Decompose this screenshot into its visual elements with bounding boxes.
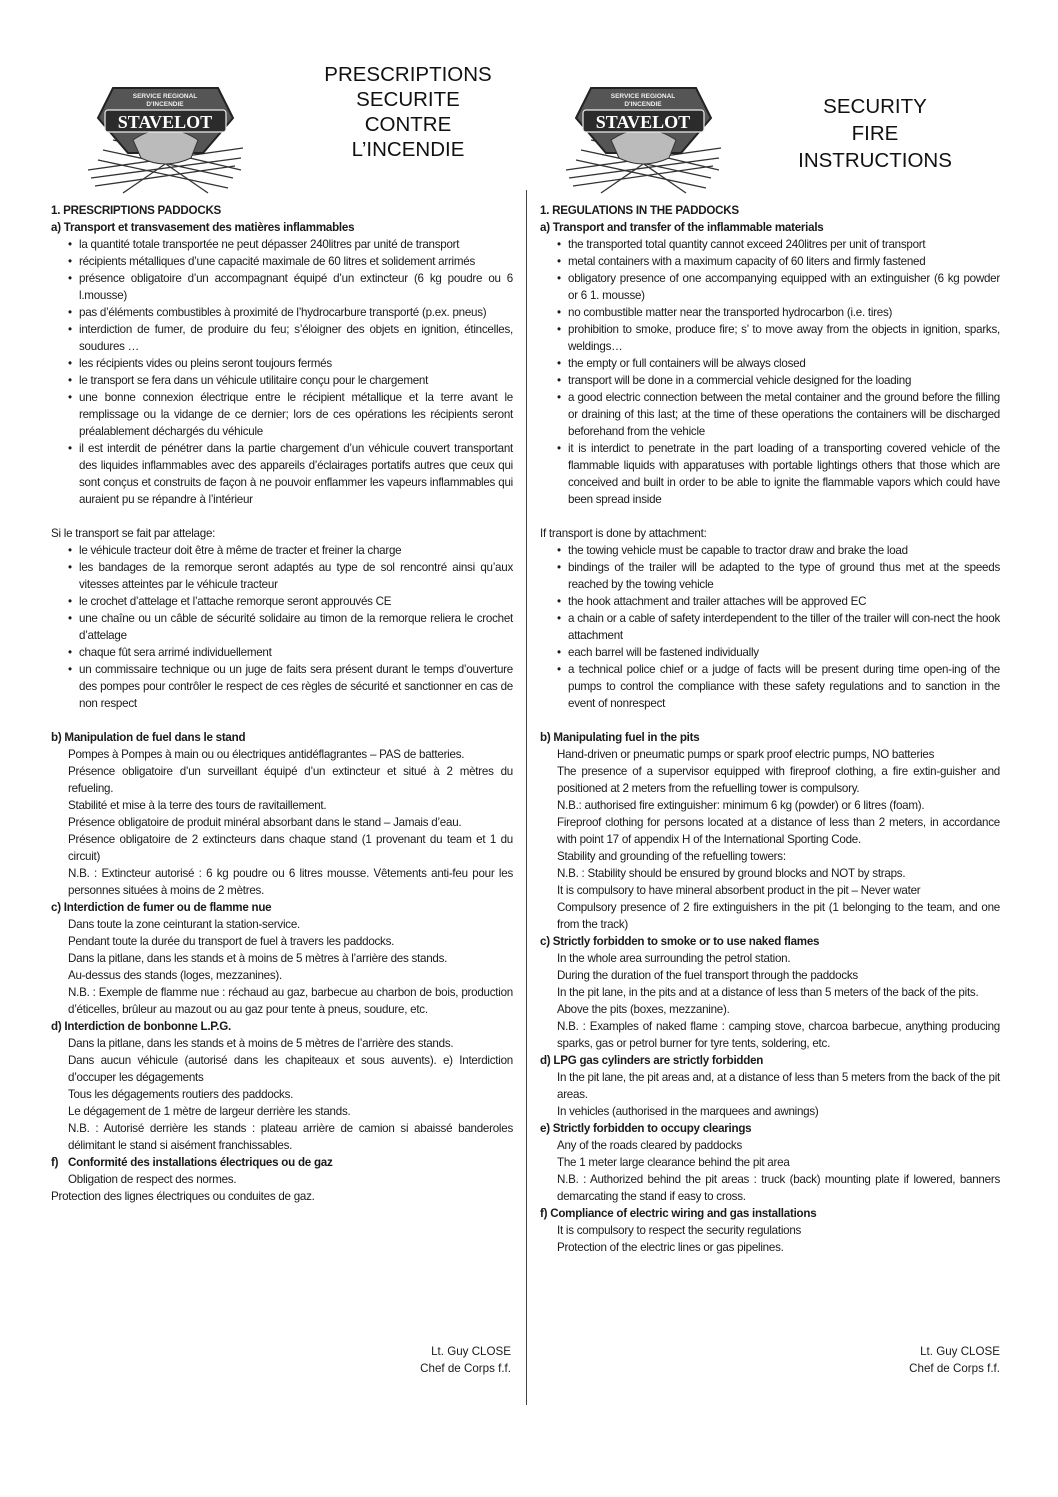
list-item: • les récipients vides ou pleins seront toujours fermés: [68, 355, 513, 372]
signature-role: Chef de Corps f.f.: [909, 1362, 1000, 1375]
title-line: FIRE: [851, 122, 899, 145]
list-item: • un commissaire technique ou un juge de faits sera présent durant le temps d’ouverture des pompes pour contrôler le respect de ces règles de sécurité et sanctionner en cas de non respect: [68, 661, 513, 712]
subsection-f-label: f): [51, 1156, 59, 1169]
paragraph: N.B.: authorised fire extinguisher: minimum 6 kg (powder) or 6 litres (foam).: [557, 799, 925, 812]
list-item: • the empty or full containers will be always closed: [557, 355, 1000, 372]
paragraph: Compulsory presence of 2 fire extinguishers in the pit (1 belonging to the team, and one from the track): [557, 901, 1000, 931]
signature-en: [820, 1343, 1000, 1377]
list-item: • une chaîne ou un câble de sécurité solidaire au timon de la remorque reliera le crochet d’attelage: [68, 610, 513, 644]
paragraph: Présence obligatoire de 2 extincteurs dans chaque stand (1 provenant du team et 1 du circuit): [68, 833, 513, 863]
list-item: • pas d’éléments combustibles à proximité de l’hydrocarbure transporté (p.ex. pneus): [68, 304, 513, 321]
list-item: • prohibition to smoke, produce fire; s’ to move away from the objects in ignition, sparks, weldings…: [557, 321, 1000, 355]
paragraph: Dans aucun véhicule (autorisé dans les chapiteaux et sous auvents). e) Interdiction d’occuper les dégagements: [68, 1054, 513, 1084]
transport-list: [51, 236, 513, 508]
list-item: • obligatory presence of one accompanying equipped with an extinguisher (6 kg powder or 6 1. mousse): [557, 270, 1000, 304]
english-column: [540, 202, 1000, 1256]
list-item: • bindings of the trailer will be adapted to the type of ground thus met at the speeds reached by the towing vehicle: [557, 559, 1000, 593]
section-heading: 1. REGULATIONS IN THE PADDOCKS: [540, 204, 739, 217]
list-item: • it is interdict to penetrate in the part loading of a transporting covered vehicle of the flammable liquids with apparatuses with portable lightings others that those which are conceived and built in order to be able to ignite the flammable vapors which could have been spread inside: [557, 440, 1000, 508]
logo-line1: SERVICE REGIONAL: [610, 93, 676, 100]
list-item: • la quantité totale transportée ne peut dépasser 240litres par unité de transport: [68, 236, 513, 253]
logo-name: STAVELOT: [117, 112, 213, 132]
subsection-d-title: d) LPG gas cylinders are strictly forbidden: [540, 1054, 764, 1067]
paragraph: Pompes à Pompes à main ou ou électriques antidéflagrantes – PAS de batteries.: [68, 748, 465, 761]
list-item: • une bonne connexion électrique entre le récipient métallique et la terre avant le remplissage ou la vidange de ce dernier; lors de ces opérations les récipients seront préalablement déchargés du véhicule: [68, 389, 513, 440]
paragraph: Hand-driven or pneumatic pumps or spark proof electric pumps, NO batteries: [557, 748, 935, 761]
paragraph: Obligation de respect des normes.: [68, 1173, 237, 1186]
subsection-d-title: d) Interdiction de bonbonne L.P.G.: [51, 1020, 231, 1033]
column-divider: [526, 190, 527, 1405]
subsection-f-title: [51, 1154, 513, 1171]
paragraph: Tous les dégagements routiers des paddocks.: [68, 1088, 294, 1101]
list-item: • a technical police chief or a judge of facts will be present during time open-ing of the pumps to control the compliance with these safety regulations and to sanction in the event of nonrespect: [557, 661, 1000, 712]
title-line: SECURITE: [356, 88, 460, 111]
signature-name: Lt. Guy CLOSE: [431, 1345, 511, 1358]
list-item: • a good electric connection between the metal container and the ground before the filling or draining of this last; at the time of these operations the containers will be discharged beforehand from the vehicle: [557, 389, 1000, 440]
paragraph: It is compulsory to have mineral absorbent product in the pit – Never water: [557, 884, 921, 897]
list-item: • the transported total quantity cannot exceed 240litres per unit of transport: [557, 236, 1000, 253]
subsection-e-title: e) Strictly forbidden to occupy clearings: [540, 1122, 752, 1135]
list-item: • le véhicule tracteur doit être à même de tracter et freiner la charge: [68, 542, 513, 559]
title-line: L’INCENDIE: [351, 138, 465, 161]
list-item: • the towing vehicle must be capable to tractor draw and brake the load: [557, 542, 1000, 559]
list-item: • a chain or a cable of safety interdependent to the tiller of the trailer will con-nect the hook attachment: [557, 610, 1000, 644]
paragraph: The presence of a supervisor equipped with fireproof clothing, a fire extin-guisher and positioned at 2 meters from the refuelling tower is compulsory.: [557, 765, 1000, 795]
towing-intro: If transport is done by attachment:: [540, 527, 707, 540]
paragraph: The 1 meter large clearance behind the pit area: [557, 1156, 790, 1169]
list-item: • the hook attachment and trailer attaches will be approved EC: [557, 593, 1000, 610]
paragraph: N.B. : Autorisé derrière les stands : plateau arrière de camion si abaissé banderoles délimitant le stand si aisément franchissables.: [68, 1122, 513, 1152]
list-item: • interdiction de fumer, de produire du feu; s’éloigner des objets en ignition, étincelles, soudures …: [68, 321, 513, 355]
paragraph: It is compulsory to respect the security regulations: [557, 1224, 802, 1237]
signature-fr: [330, 1343, 511, 1377]
paragraph: In vehicles (authorised in the marquees and awnings): [557, 1105, 819, 1118]
paragraph: Le dégagement de 1 mètre de largeur derrière les stands.: [68, 1105, 351, 1118]
subsection-c-title: c) Interdiction de fumer ou de flamme nue: [51, 901, 272, 914]
paragraph: N.B. : Examples of naked flame : camping stove, charcoa barbecue, anything producing sparks, gas or petrol burner for tyre tents, soldering, etc.: [557, 1020, 1000, 1050]
french-column: [51, 202, 513, 1205]
list-item: • le transport se fera dans un véhicule utilitaire conçu pour le chargement: [68, 372, 513, 389]
paragraph: Dans la pitlane, dans les stands et à moins de 5 mètres de l’arrière des stands.: [68, 1037, 454, 1050]
paragraph: N.B. : Extincteur autorisé : 6 kg poudre ou 6 litres mousse. Vêtements anti-feu pour les personnes situées à moins de 2 mètres.: [68, 867, 513, 897]
title-line: PRESCRIPTIONS: [324, 63, 492, 86]
paragraph: Protection of the electric lines or gas pipelines.: [557, 1241, 784, 1254]
list-item: • no combustible matter near the transported hydrocarbon (i.e. tires): [557, 304, 1000, 321]
transport-list: [540, 236, 1000, 508]
paragraph: Stability and grounding of the refuelling towers:: [557, 850, 786, 863]
list-item: • les bandages de la remorque seront adaptés au type de sol rencontré ainsi qu’aux vitesses atteintes par le véhicule tracteur: [68, 559, 513, 593]
logo-line1: SERVICE REGIONAL: [132, 93, 198, 100]
subsection-f-text: Conformité des installations électriques ou de gaz: [68, 1156, 333, 1169]
paragraph: In the pit lane, the pit areas and, at a distance of less than 5 meters from the back of the pit areas.: [557, 1071, 1000, 1101]
title-fr: [298, 62, 518, 162]
paragraph: Above the pits (boxes, mezzanine).: [557, 1003, 730, 1016]
paragraph: N.B. : Stability should be ensured by ground blocks and NOT by straps.: [557, 867, 906, 880]
towing-list: [540, 542, 1000, 712]
list-item: • chaque fût sera arrimé individuellement: [68, 644, 513, 661]
paragraph: Fireproof clothing for persons located at a distance of less than 2 meters, in accordance with point 17 of appendix H of the International Sporting Code.: [557, 816, 1000, 846]
title-line: CONTRE: [364, 113, 452, 136]
paragraph: Dans toute la zone ceinturant la station-service.: [68, 918, 300, 931]
list-item: • metal containers with a maximum capacity of 60 liters and firmly fastened: [557, 253, 1000, 270]
paragraph: Dans la pitlane, dans les stands et à moins de 5 mètres à l’arrière des stands.: [68, 952, 448, 965]
subsection-a-title: a) Transport et transvasement des matières inflammables: [51, 221, 355, 234]
paragraph: Any of the roads cleared by paddocks: [557, 1139, 742, 1152]
subsection-b-title: b) Manipulating fuel in the pits: [540, 731, 700, 744]
signature-name: Lt. Guy CLOSE: [920, 1345, 1000, 1358]
paragraph: Stabilité et mise à la terre des tours de ravitaillement.: [68, 799, 327, 812]
stavelot-logo: [561, 78, 726, 196]
paragraph: Au-dessus des stands (loges, mezzanines).: [68, 969, 283, 982]
logo-line2: D'INCENDIE: [624, 101, 662, 108]
list-item: • le crochet d’attelage et l’attache remorque seront approuvés CE: [68, 593, 513, 610]
paragraph: Pendant toute la durée du transport de fuel à travers les paddocks.: [68, 935, 395, 948]
list-item: • each barrel will be fastened individually: [557, 644, 1000, 661]
section-heading: 1. PRESCRIPTIONS PADDOCKS: [51, 204, 222, 217]
paragraph: Protection des lignes électriques ou conduites de gaz.: [51, 1190, 315, 1203]
towing-list: [51, 542, 513, 712]
paragraph: During the duration of the fuel transport through the paddocks: [557, 969, 858, 982]
list-item: • il est interdit de pénétrer dans la partie chargement d’un véhicule couvert transportant des liquides inflammables avec des appareils d’éclairages portatifs autres que ceux qui sont conçus et construits de façon à ne pouvoir enflammer les vapeurs inflammables qui auraient pu se répandre à l’intérieur: [68, 440, 513, 508]
subsection-a-title: a) Transport and transfer of the inflammable materials: [540, 221, 824, 234]
list-item: • transport will be done in a commercial vehicle designed for the loading: [557, 372, 1000, 389]
list-item: • récipients métalliques d’une capacité maximale de 60 litres et solidement arrimés: [68, 253, 513, 270]
paragraph: N.B. : Authorized behind the pit areas : truck (back) mounting plate if lowered, banners demarcating the stand if easy to cross.: [557, 1173, 1000, 1203]
title-en: [780, 93, 970, 174]
subsection-f-title: f) Compliance of electric wiring and gas installations: [540, 1207, 817, 1220]
signature-role: Chef de Corps f.f.: [420, 1362, 511, 1375]
paragraph: Présence obligatoire de produit minéral absorbant dans le stand – Jamais d’eau.: [68, 816, 462, 829]
list-item: • présence obligatoire d’un accompagnant équipé d’un extincteur (6 kg poudre ou 6 l.mousse): [68, 270, 513, 304]
subsection-b-title: b) Manipulation de fuel dans le stand: [51, 731, 246, 744]
stavelot-logo: [83, 78, 248, 196]
paragraph: In the whole area surrounding the petrol station.: [557, 952, 791, 965]
paragraph: In the pit lane, in the pits and at a distance of less than 5 meters of the back of the pits.: [557, 986, 979, 999]
title-line: SECURITY: [823, 95, 927, 118]
logo-name: STAVELOT: [595, 112, 691, 132]
logo-line2: D'INCENDIE: [146, 101, 184, 108]
towing-intro: Si le transport se fait par attelage:: [51, 527, 216, 540]
title-line: INSTRUCTIONS: [798, 149, 952, 172]
subsection-c-title: c) Strictly forbidden to smoke or to use naked flames: [540, 935, 820, 948]
paragraph: N.B. : Exemple de flamme nue : réchaud au gaz, barbecue au charbon de bois, production d’éticelles, brûleur au mazout ou au gaz pour tente à pneus, soudure, etc.: [68, 986, 513, 1016]
paragraph: Présence obligatoire d’un surveillant équipé d’un extincteur et situé à 2 mètres du refueling.: [68, 765, 513, 795]
